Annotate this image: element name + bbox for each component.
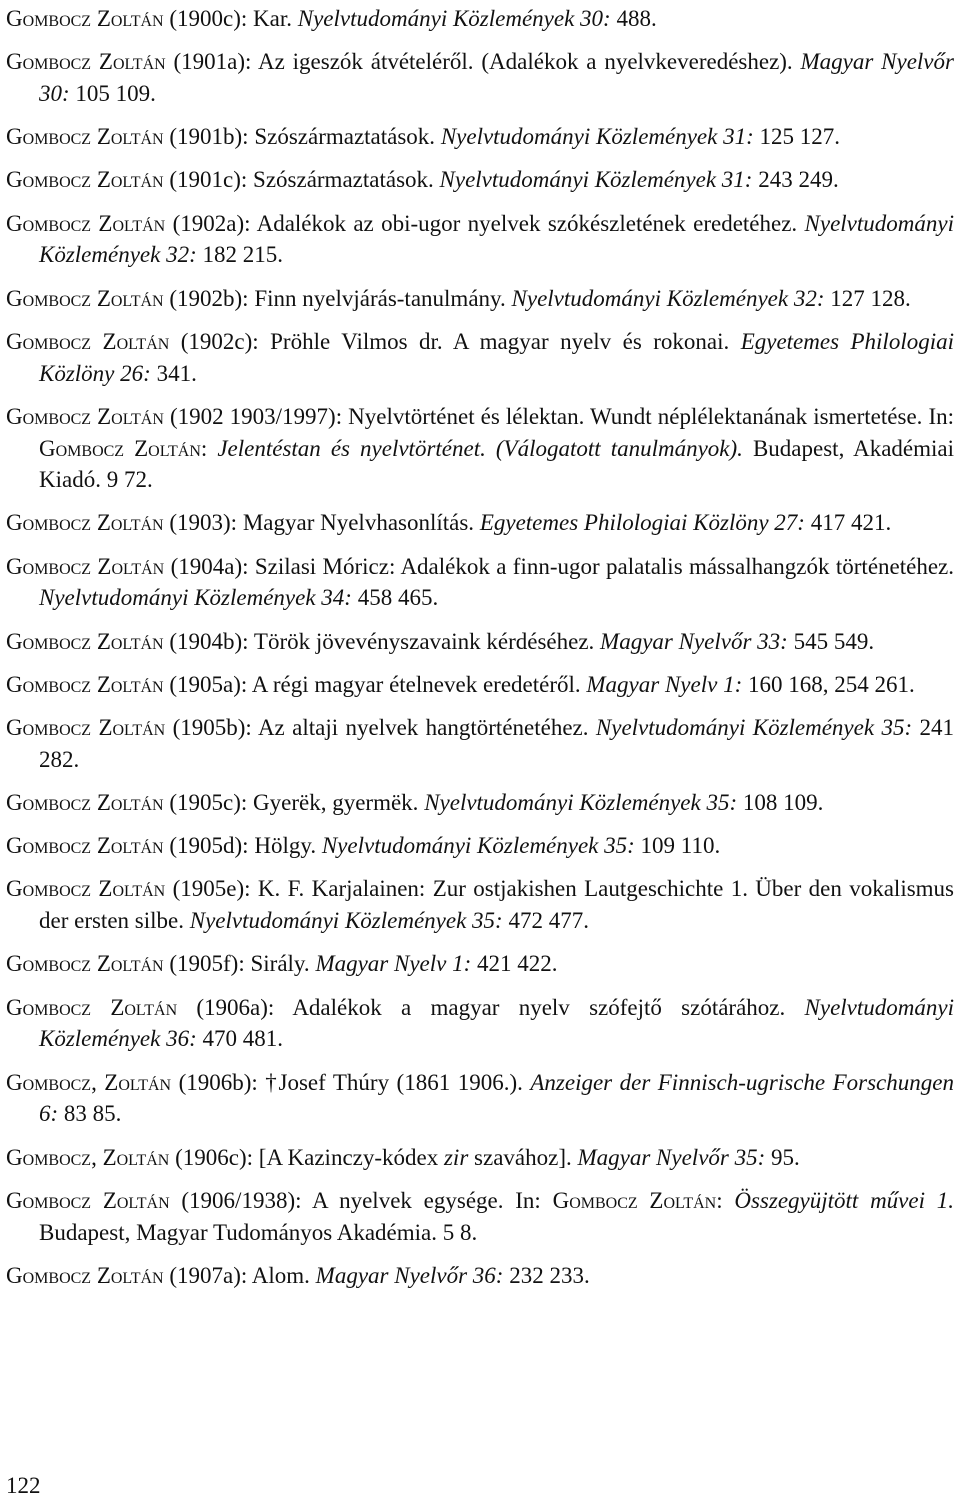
reference-year: (1906c): (169, 1144, 259, 1170)
reference-title: Kar. (253, 6, 298, 31)
reference-pages: 470 481. (196, 1026, 283, 1052)
reference-pages: 105 109. (69, 80, 156, 106)
reference-title: Adalékok az obi-ugor nyelvek szókészletének eredetéhez. (256, 210, 805, 236)
reference-author: Gombocz Zoltán (6, 285, 164, 311)
reference-entry (6, 669, 954, 701)
reference-source: Nyelvtudományi Közlemények 32: (39, 210, 954, 268)
reference-separator: : (716, 1187, 735, 1213)
reference-title: Szószármaztatások. (254, 124, 441, 150)
reference-entry (6, 551, 954, 615)
reference-source: Egyetemes Philologiai Közlöny 26: (39, 328, 954, 386)
reference-pages: 417 421. (804, 510, 892, 536)
reference-source: Nyelvtudományi Közlemények 34: (39, 585, 352, 611)
reference-source: Nyelvtudományi Közlemények 32: (511, 285, 825, 311)
reference-entry (6, 992, 954, 1056)
reference-year: (1905f): (163, 951, 251, 977)
reference-source: Nyelvtudományi Közlemények 31: (439, 167, 753, 193)
reference-title: †Josef Thúry (1861 1906.). (265, 1069, 531, 1095)
reference-entry (6, 3, 954, 35)
reference-source: Nyelvtudományi Közlemények 35: (424, 790, 738, 816)
reference-source: Magyar Nyelvőr 33: (600, 628, 788, 654)
reference-pages: 241 282. (39, 715, 954, 772)
reference-entry (6, 830, 954, 862)
reference-separator: : (200, 435, 218, 461)
reference-year: (1900c): (163, 6, 254, 31)
reference-year: (1905b): (165, 715, 258, 741)
reference-year: (1901a): (165, 49, 258, 75)
reference-author: Gombocz, Zoltán (6, 1144, 170, 1170)
reference-author: Gombocz Zoltán (6, 671, 164, 697)
reference-entry (6, 46, 954, 110)
reference-year: (1906/1938): (169, 1187, 312, 1213)
reference-pages: 127 128. (824, 285, 911, 311)
reference-pages: 243 249. (752, 167, 839, 193)
reference-source: Magyar Nyelv 1: (315, 951, 472, 977)
reference-pages: 232 233. (503, 1262, 590, 1288)
reference-title: Török jövevényszavaink kérdéséhez. (253, 628, 601, 654)
page-number: 122 (6, 1473, 41, 1498)
reference-pages: 108 109. (737, 790, 824, 816)
reference-title-rest: szavához]. (468, 1144, 578, 1170)
reference-author: Gombocz Zoltán (6, 49, 166, 75)
reference-pages: 472 477. (502, 908, 589, 934)
reference-author: Gombocz Zoltán (6, 124, 164, 150)
reference-author: Gombocz Zoltán (6, 510, 164, 536)
reference-list (6, 3, 954, 1303)
reference-pages: 545 549. (787, 628, 875, 654)
reference-pages: 488. (610, 6, 657, 31)
reference-source: Nyelvtudományi Közlemények 35: (189, 908, 503, 934)
reference-year: (1902b): (163, 285, 255, 311)
reference-entry (6, 283, 954, 315)
reference-editor: Gombocz Zoltán (552, 1187, 717, 1213)
reference-pages: 83 85. (58, 1101, 122, 1127)
reference-entry (6, 164, 954, 196)
reference-editor: Gombocz Zoltán (39, 435, 201, 461)
reference-source: Nyelvtudományi Közlemények 35: (321, 833, 635, 859)
reference-title: Gyerëk, gyermëk. (253, 790, 425, 816)
reference-year: (1904a): (164, 553, 255, 579)
reference-author: Gombocz Zoltán (6, 403, 164, 429)
reference-source: Nyelvtudományi Közlemények 35: (595, 715, 913, 741)
reference-entry (6, 1067, 954, 1131)
reference-author: Gombocz Zoltán (6, 6, 164, 31)
reference-year: (1907a): (163, 1262, 252, 1288)
reference-author: Gombocz Zoltán (6, 167, 164, 193)
reference-entry (6, 1142, 954, 1174)
reference-author: Gombocz Zoltán (6, 1262, 164, 1288)
reference-author: Gombocz, Zoltán (6, 1069, 172, 1095)
reference-year: (1901c): (163, 167, 254, 193)
reference-entry (6, 948, 954, 980)
reference-title: K. F. Karjalainen: Zur ostjakishen Lautgeschichte 1. Über den vokalismus der ersten silbe. (39, 876, 954, 934)
reference-source: Magyar Nyelvőr 35: (577, 1144, 766, 1170)
reference-year: (1903): (163, 510, 243, 536)
reference-title: Szilasi Móricz: Adalékok a finn-ugor palatalis mássalhangzók történetéhez. (254, 553, 954, 579)
reference-source: Magyar Nyelvőr 30: (39, 49, 954, 106)
reference-year: (1906a): (177, 994, 293, 1020)
reference-year: (1905e): (165, 876, 258, 902)
reference-title: Alom. (251, 1262, 316, 1288)
reference-title: Sirály. (250, 951, 316, 977)
reference-source: Nyelvtudományi Közlemények 31: (440, 124, 754, 150)
reference-author: Gombocz Zoltán (6, 833, 164, 859)
reference-entry (6, 507, 954, 539)
reference-pages: Budapest, Magyar Tudományos Akadémia. 5 8. (39, 1219, 478, 1245)
reference-pages: 160 168, 254 261. (742, 671, 915, 697)
reference-source: Egyetemes Philologiai Közlöny 27: (479, 510, 805, 536)
reference-pages: 109 110. (634, 833, 721, 859)
reference-entry (6, 208, 954, 272)
reference-author: Gombocz Zoltán (6, 1187, 170, 1213)
reference-title: A régi magyar ételnevek eredetéről. (251, 671, 587, 697)
reference-year: (1902 1903/1997): (163, 403, 349, 429)
reference-author: Gombocz Zoltán (6, 876, 166, 902)
reference-year: (1905a): (163, 671, 252, 697)
reference-author: Gombocz Zoltán (6, 951, 164, 977)
reference-author: Gombocz Zoltán (6, 715, 166, 741)
reference-source: Magyar Nyelvőr 36: (315, 1262, 504, 1288)
reference-entry (6, 121, 954, 153)
reference-source: Nyelvtudományi Közlemények 36: (39, 994, 954, 1052)
reference-title: Az igeszók átvételéről. (Adalékok a nyelvkeveredéshez). (258, 49, 801, 75)
reference-year: (1905c): (163, 790, 254, 816)
reference-pages: 341. (150, 360, 197, 386)
reference-author: Gombocz Zoltán (6, 790, 164, 816)
reference-entry (6, 873, 954, 937)
reference-year: (1902a): (165, 210, 257, 236)
reference-pages: 95. (765, 1144, 800, 1170)
reference-source: Összegyüjtött művei 1. (734, 1187, 954, 1213)
reference-title: Finn nyelvjárás-tanulmány. (254, 285, 512, 311)
reference-entry (6, 1260, 954, 1292)
reference-source: Magyar Nyelv 1: (586, 671, 743, 697)
reference-pages: Budapest, Akadémiai Kiadó. 9 72. (39, 435, 954, 493)
reference-source: Nyelvtudományi Közlemények 30: (297, 6, 611, 31)
reference-title: Hölgy. (254, 833, 322, 859)
reference-year: (1904b): (163, 628, 254, 654)
reference-entry (6, 626, 954, 658)
reference-title-italic: zir (443, 1144, 469, 1170)
reference-title: A nyelvek egysége. In: (311, 1187, 553, 1213)
reference-author: Gombocz Zoltán (6, 328, 170, 354)
reference-entry (6, 401, 954, 496)
reference-title: Nyelvtörténet és lélektan. Wundt néplélektanának ismertetése. In: (348, 403, 954, 429)
reference-pages: 458 465. (351, 585, 439, 611)
reference-title: Szószármaztatások. (253, 167, 440, 193)
reference-year: (1902c): (169, 328, 271, 354)
reference-author: Gombocz Zoltán (6, 553, 165, 579)
reference-year: (1905d): (163, 833, 255, 859)
reference-author: Gombocz Zoltán (6, 210, 166, 236)
reference-author: Gombocz Zoltán (6, 628, 164, 654)
reference-source: Jelentéstan és nyelvtörténet. (Válogatott tanulmányok). (217, 435, 743, 461)
reference-entry (6, 326, 954, 390)
reference-pages: 421 422. (471, 951, 558, 977)
reference-pages: 182 215. (196, 242, 283, 268)
reference-year: (1901b): (163, 124, 255, 150)
reference-pages: 125 127. (753, 124, 841, 150)
reference-author: Gombocz Zoltán (6, 994, 178, 1020)
reference-year: (1906b): (171, 1069, 266, 1095)
reference-title: Adalékok a magyar nyelv szófejtő szótárához. (292, 994, 805, 1020)
reference-entry (6, 787, 954, 819)
reference-entry (6, 712, 954, 776)
reference-entry (6, 1185, 954, 1249)
reference-title: Magyar Nyelvhasonlítás. (242, 510, 480, 536)
reference-source: Anzeiger der Finnisch-ugrische Forschungen 6: (39, 1069, 954, 1127)
reference-title: [A Kazinczy-kódex (258, 1144, 444, 1170)
reference-title: Pröhle Vilmos dr. A magyar nyelv és rokonai. (270, 328, 741, 354)
reference-title: Az altaji nyelvek hangtörténetéhez. (257, 715, 596, 741)
